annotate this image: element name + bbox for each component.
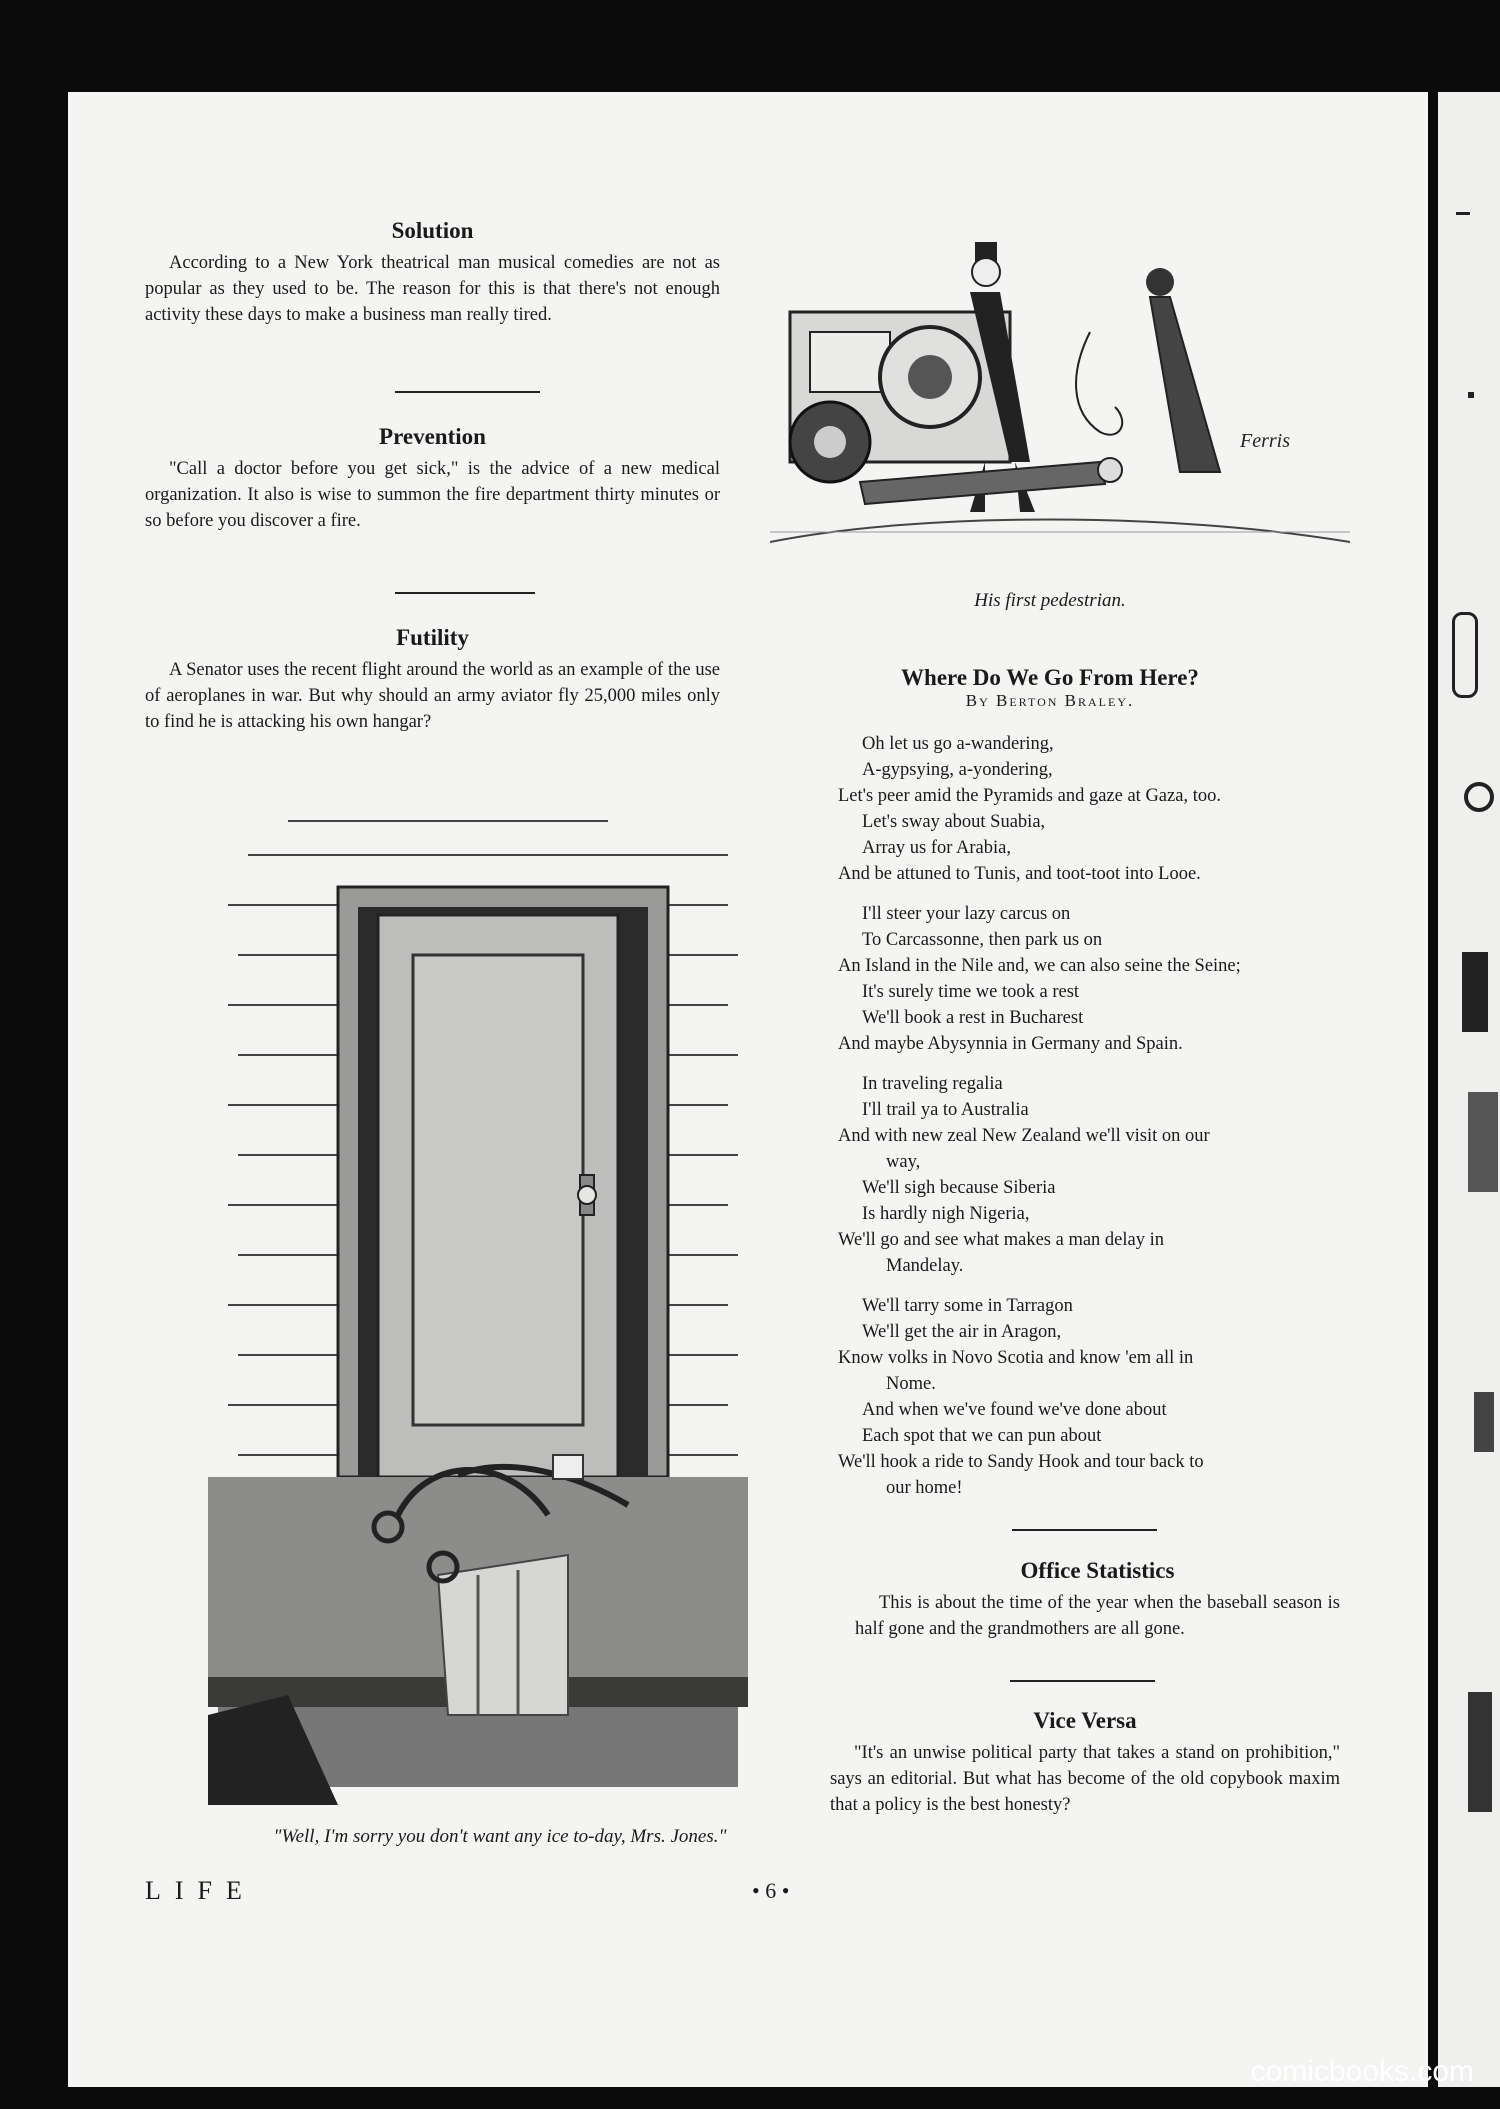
door-cartoon-signature-2: LaRoe <box>278 1783 331 1805</box>
poem <box>760 665 1340 1515</box>
divider <box>1012 1529 1157 1531</box>
page-number: • 6 • <box>752 1878 790 1903</box>
poem-line: Let's sway about Suabia, <box>862 812 1046 832</box>
poem-line: I'll trail ya to Australia <box>862 1100 1029 1120</box>
door-cartoon-signature-1: Warden <box>218 1751 304 1782</box>
poem-stanza <box>838 731 1340 887</box>
poem-line: I'll steer your lazy carcus on <box>862 904 1071 924</box>
poem-line: Nome. <box>886 1374 936 1394</box>
poem-stanza <box>838 1293 1340 1501</box>
poem-line: our home! <box>886 1478 963 1498</box>
article-office-statistics <box>855 1558 1340 1642</box>
poem-line: It's surely time we took a rest <box>862 982 1080 1002</box>
article-vice-versa <box>830 1708 1340 1818</box>
futility-text: A Senator uses the recent flight around the world as an example of the use of aeroplanes in war. But why should an army aviator fly 25,000 miles only to find he is attacking his own hangar? <box>145 660 720 732</box>
divider <box>395 391 540 393</box>
office-statistics-text: This is about the time of the year when the baseball season is half gone and the grandmothers are all gone. <box>855 1593 1340 1639</box>
poem-title: Where Do We Go From Here? <box>901 665 1199 690</box>
article-prevention <box>145 424 720 534</box>
article-futility <box>145 625 720 735</box>
poem-line: And be attuned to Tunis, and toot-toot into Looe. <box>838 864 1201 884</box>
magazine-name: LIFE <box>145 1876 256 1905</box>
futility-heading: Futility <box>396 625 469 650</box>
poem-line: Oh let us go a-wandering, <box>862 734 1054 754</box>
poem-stanza <box>838 1071 1340 1279</box>
poem-line: We'll hook a ride to Sandy Hook and tour back to <box>838 1452 1204 1472</box>
poem-line: We'll go and see what makes a man delay in <box>838 1230 1164 1250</box>
poem-byline: By Berton Braley. <box>965 691 1135 710</box>
vice-versa-text: "It's an unwise political party that takes a stand on prohibition," says an editorial. But what has become of the old copybook maxim that a policy is the best honesty? <box>830 1743 1340 1815</box>
poem-line: Array us for Arabia, <box>862 838 1011 858</box>
poem-line: An Island in the Nile and, we can also seine the Seine; <box>838 956 1241 976</box>
article-solution <box>145 218 720 328</box>
car-cartoon-caption: His first pedestrian. <box>974 590 1126 611</box>
poem-line: Know volks in Novo Scotia and know 'em all in <box>838 1348 1194 1368</box>
poem-line: And with new zeal New Zealand we'll visit on our <box>838 1126 1210 1146</box>
poem-line: We'll get the air in Aragon, <box>862 1322 1062 1342</box>
poem-body <box>760 731 1340 1501</box>
poem-line: Is hardly nigh Nigeria, <box>862 1204 1030 1224</box>
poem-line: Let's peer amid the Pyramids and gaze at Gaza, too. <box>838 786 1221 806</box>
prevention-text: "Call a doctor before you get sick," is the advice of a new medical organization. It also is wise to summon the fire department thirty minutes or so before you discover a fire. <box>145 459 720 531</box>
poem-line: And maybe Abysynnia in Germany and Spain. <box>838 1034 1183 1054</box>
car-cartoon-illustration <box>770 212 1350 587</box>
divider <box>1010 1680 1155 1682</box>
poem-line: Each spot that we can pun about <box>862 1426 1102 1446</box>
poem-stanza <box>838 901 1340 1057</box>
door-cartoon-caption: "Well, I'm sorry you don't want any ice to-day, Mrs. Jones." <box>273 1826 727 1847</box>
poem-line: We'll sigh because Siberia <box>862 1178 1056 1198</box>
prevention-heading: Prevention <box>379 424 486 449</box>
car-cartoon-signature: Ferris <box>1240 430 1290 452</box>
divider <box>395 592 535 594</box>
poem-line: A-gypsying, a-yondering, <box>862 760 1053 780</box>
adjacent-page-edge <box>1438 92 1500 2087</box>
poem-line: To Carcassonne, then park us on <box>862 930 1103 950</box>
watermark: comicbooks.com <box>1250 2055 1474 2088</box>
poem-line: way, <box>886 1152 921 1172</box>
poem-line: Mandelay. <box>886 1256 964 1276</box>
office-statistics-heading: Office Statistics <box>1020 1558 1175 1583</box>
solution-text: According to a New York theatrical man musical comedies are not as popular as they used to be. The reason for this is that there's not enough activity these days to make a business man really tired. <box>145 253 720 325</box>
vice-versa-heading: Vice Versa <box>1033 1708 1137 1733</box>
poem-line: We'll tarry some in Tarragon <box>862 1296 1073 1316</box>
poem-line: And when we've found we've done about <box>862 1400 1167 1420</box>
door-cartoon-illustration <box>208 815 748 1805</box>
poem-line: We'll book a rest in Bucharest <box>862 1008 1084 1028</box>
solution-heading: Solution <box>391 218 474 243</box>
poem-line: In traveling regalia <box>862 1074 1003 1094</box>
